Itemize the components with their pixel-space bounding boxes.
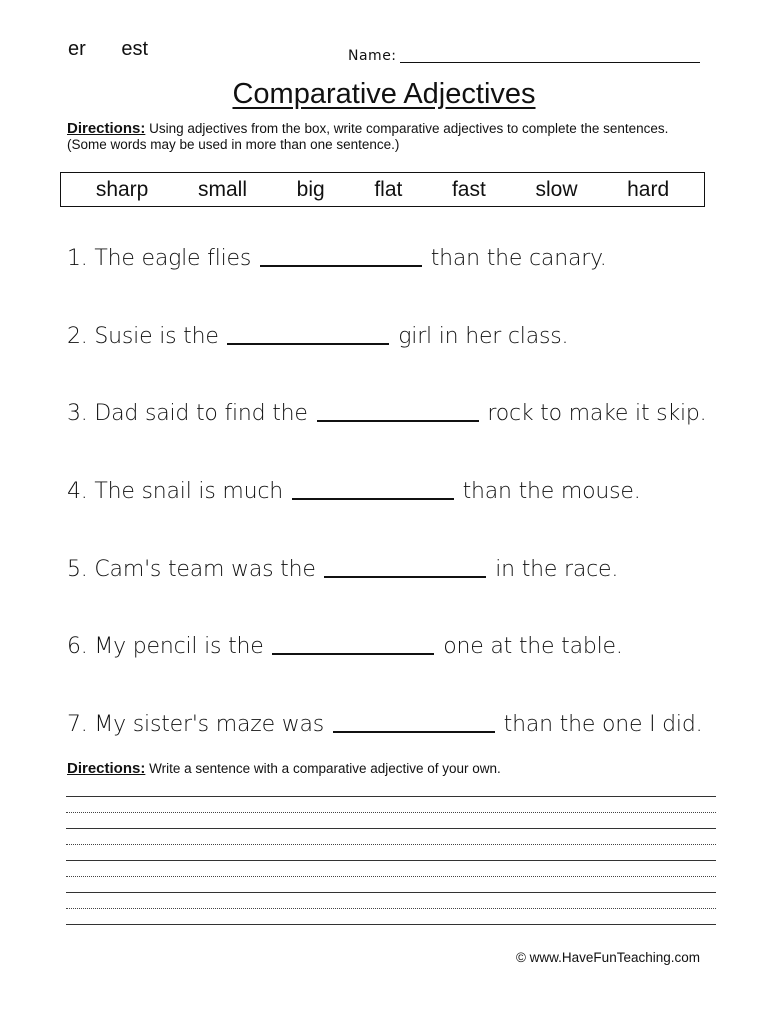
word-bank-item: fast [451, 177, 486, 201]
suffix-er: er [68, 38, 86, 60]
dotted-line [66, 876, 716, 877]
question-text-after: in the race. [495, 557, 619, 582]
question-number: 6. [67, 634, 88, 659]
writing-line-row[interactable] [66, 788, 716, 820]
name-label: Name: [348, 48, 397, 64]
directions-2-text: Write a sentence with a comparative adjective of your own. [149, 761, 501, 776]
copyright-footer: © www.HaveFunTeaching.com [515, 950, 700, 965]
question-number: 5. [67, 557, 88, 582]
writing-line-row[interactable] [66, 884, 716, 916]
word-bank-item: sharp [95, 177, 149, 201]
answer-blank[interactable] [272, 653, 434, 655]
question-2 [67, 324, 568, 349]
question-7 [67, 712, 702, 737]
question-number: 1. [67, 246, 88, 271]
question-3 [67, 401, 706, 426]
directions-2-label: Directions: [67, 760, 146, 777]
question-5 [67, 557, 618, 582]
dotted-line [66, 812, 716, 813]
directions-1 [67, 121, 707, 153]
solid-line [66, 924, 716, 925]
directions-1-text: Using adjectives from the box, write comparative adjectives to complete the sentences. (Some words may be used in more than one sentence.) [67, 121, 669, 152]
question-number: 2. [67, 324, 88, 349]
answer-blank[interactable] [260, 265, 422, 267]
suffix-est: est [121, 38, 149, 60]
solid-line [66, 796, 716, 797]
question-text-after: than the canary. [430, 246, 607, 271]
worksheet-title: Comparative Adjectives [232, 78, 536, 110]
question-text-before: My sister's maze was [94, 712, 325, 737]
answer-blank[interactable] [333, 731, 495, 733]
question-text-before: Cam's team was the [94, 557, 316, 582]
question-text-after: than the mouse. [462, 479, 641, 504]
question-text-after: rock to make it skip. [487, 401, 707, 426]
dotted-line [66, 844, 716, 845]
writing-lines[interactable] [66, 788, 716, 916]
directions-1-label: Directions: [67, 120, 146, 137]
suffix-header [68, 38, 148, 61]
question-text-before: The snail is much [94, 479, 283, 504]
answer-blank[interactable] [292, 498, 454, 500]
question-1 [67, 246, 607, 271]
question-text-before: The eagle flies [94, 246, 252, 271]
question-text-after: than the one I did. [503, 712, 703, 737]
question-4 [67, 479, 641, 504]
answer-blank[interactable] [317, 420, 479, 422]
word-bank-box [60, 172, 705, 207]
word-bank-item: hard [627, 177, 670, 201]
name-field-line[interactable] [400, 62, 700, 63]
directions-2 [67, 760, 501, 777]
question-text-before: My pencil is the [94, 634, 264, 659]
question-6 [67, 634, 623, 659]
word-bank-item: small [197, 177, 247, 201]
question-text-before: Susie is the [94, 324, 219, 349]
answer-blank[interactable] [324, 576, 486, 578]
question-number: 3. [67, 401, 88, 426]
question-text-before: Dad said to find the [94, 401, 308, 426]
word-bank-item: slow [535, 177, 578, 201]
word-bank-item: big [296, 177, 325, 201]
question-number: 7. [67, 712, 88, 737]
writing-line-row[interactable] [66, 852, 716, 884]
word-bank-item: flat [374, 177, 403, 201]
question-number: 4. [67, 479, 88, 504]
question-text-after: one at the table. [443, 634, 623, 659]
answer-blank[interactable] [227, 343, 389, 345]
dotted-line [66, 908, 716, 909]
writing-line-row[interactable] [66, 820, 716, 852]
question-text-after: girl in her class. [398, 324, 569, 349]
